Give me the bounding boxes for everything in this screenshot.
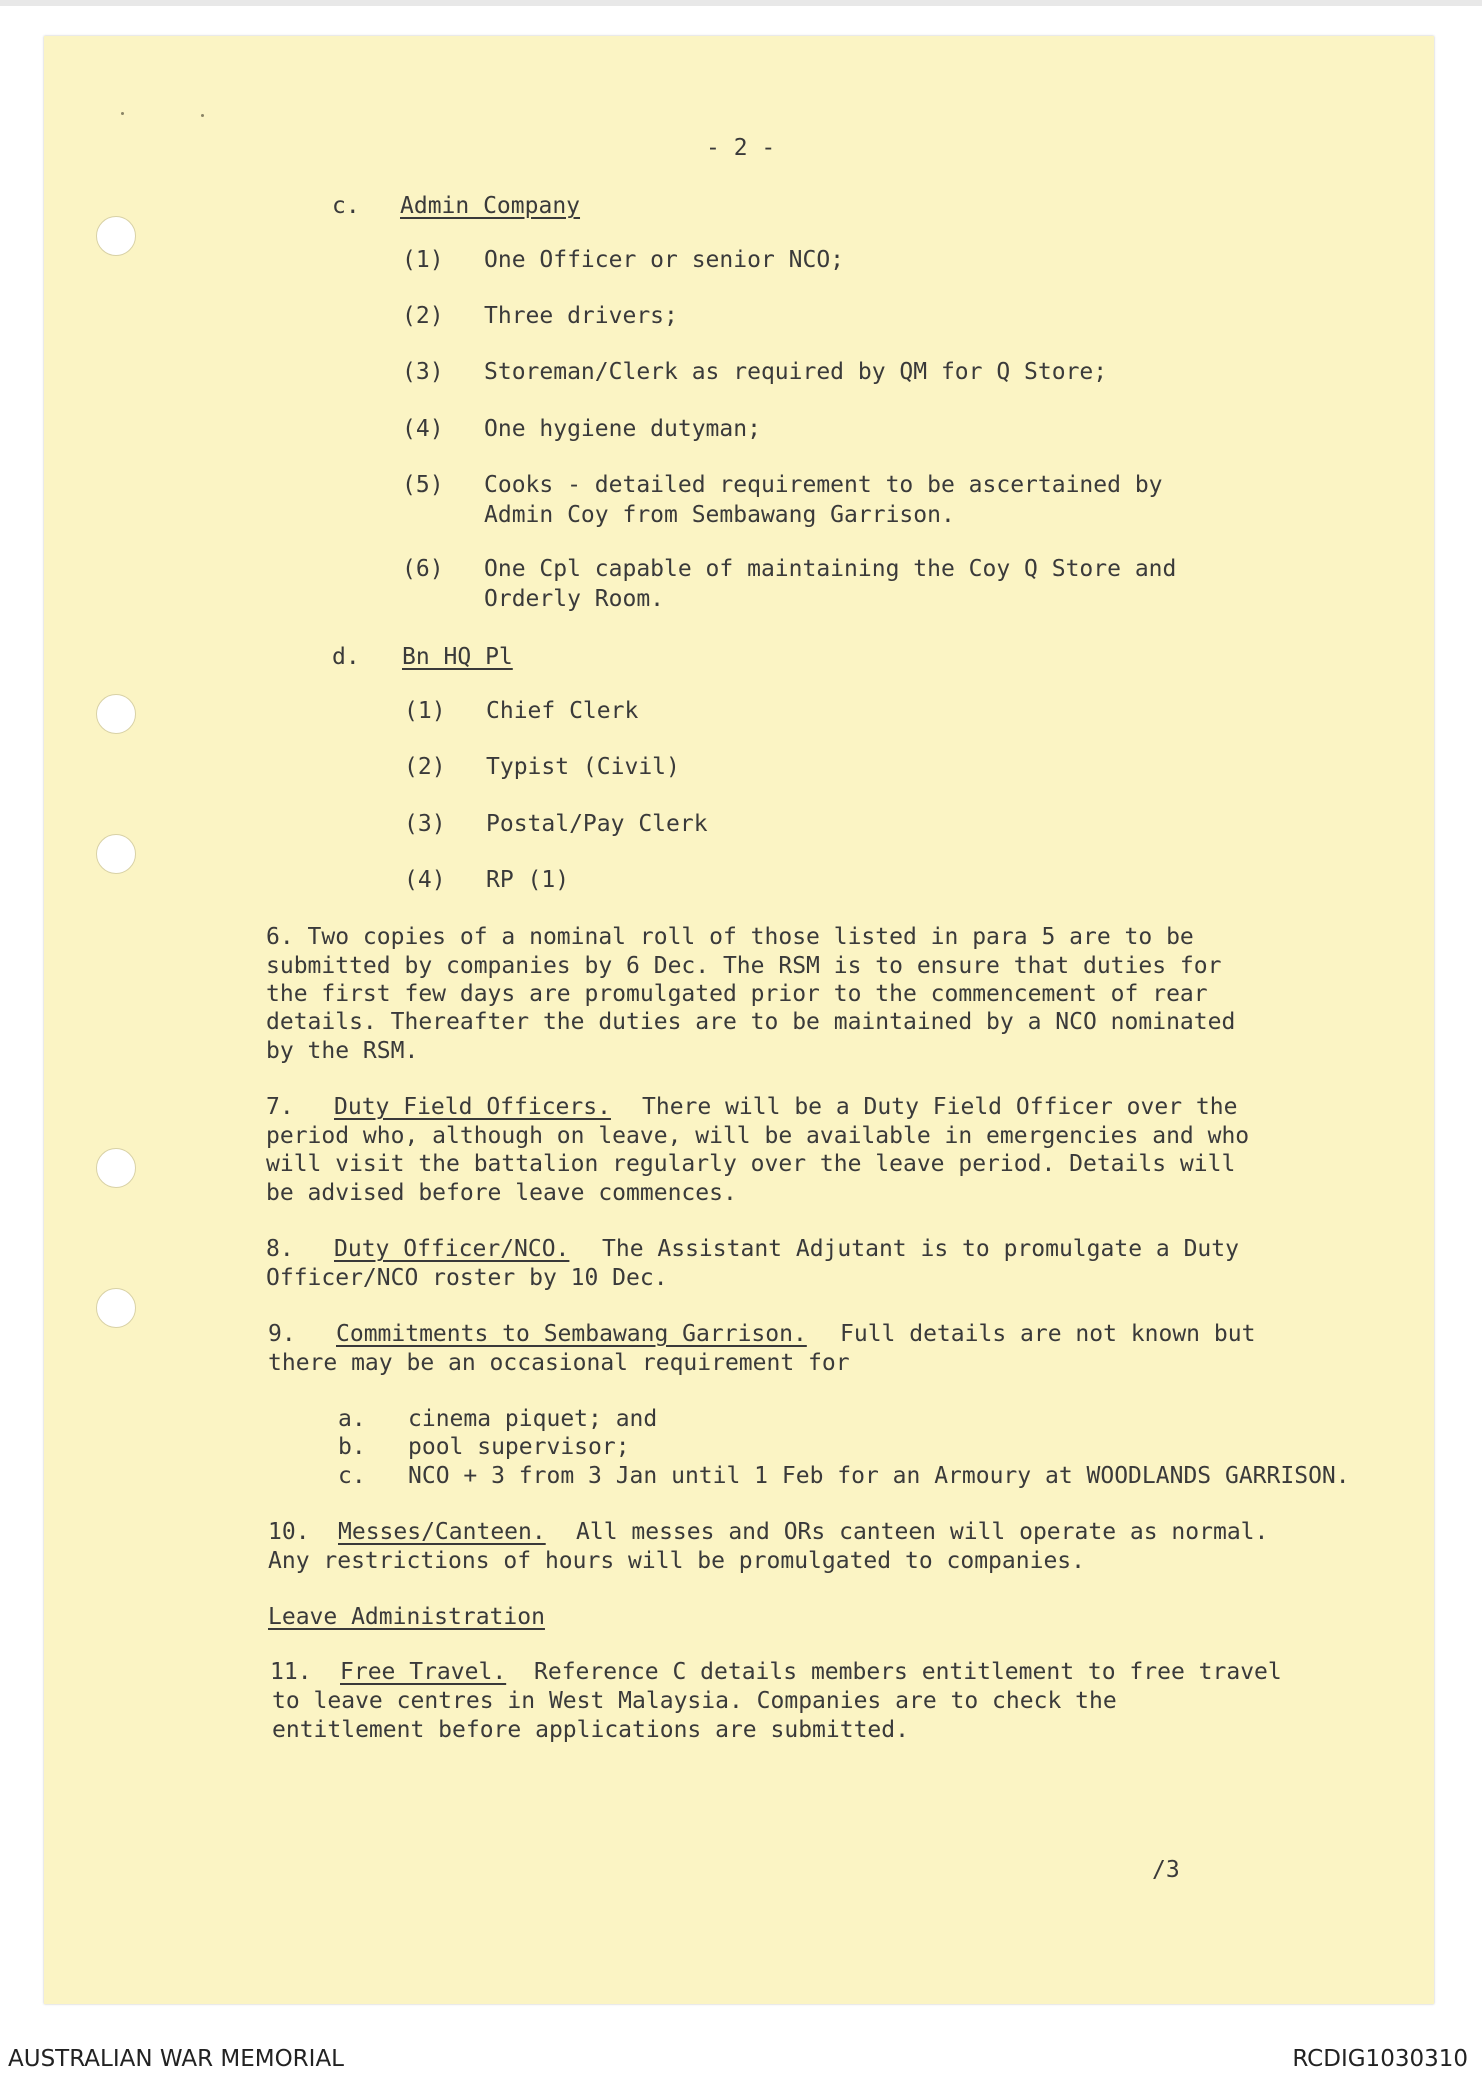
section-title: Admin Company — [400, 193, 581, 219]
list-item-number: (3) — [404, 811, 446, 837]
list-item: Storeman/Clerk as required by QM for Q Store; — [484, 359, 1108, 385]
paragraph-line: There will be a Duty Field Officer over the — [642, 1094, 1238, 1120]
paragraph-line: be advised before leave commences. — [266, 1180, 737, 1206]
paper-speck — [201, 114, 204, 117]
paragraph-heading: Duty Officer/NCO. — [334, 1236, 570, 1262]
continuation-marker: /3 — [1152, 1857, 1180, 1883]
section-letter: d. — [332, 644, 360, 670]
paragraph-line: The Assistant Adjutant is to promulgate a Duty — [602, 1236, 1239, 1262]
paragraph-heading: Messes/Canteen. — [338, 1519, 546, 1545]
paragraph-line: Full details are not known but — [840, 1321, 1256, 1347]
paragraph-line: the first few days are promulgated prior to the commencement of rear — [266, 981, 1208, 1007]
list-item-continuation: Admin Coy from Sembawang Garrison. — [484, 502, 955, 528]
list-item: RP (1) — [486, 867, 570, 893]
page-number: - 2 - — [706, 135, 776, 161]
list-item-number: (1) — [404, 698, 446, 724]
list-item: One Cpl capable of maintaining the Coy Q Store and — [484, 556, 1177, 582]
paragraph-line: submitted by companies by 6 Dec. The RSM is to ensure that duties for — [266, 953, 1222, 979]
scan-top-edge — [0, 0, 1482, 6]
list-item: Typist (Civil) — [486, 754, 680, 780]
sub-item-letter: a. — [338, 1406, 366, 1432]
list-item-number: (4) — [404, 867, 446, 893]
punch-hole — [96, 1148, 136, 1188]
list-item-number: (5) — [402, 472, 444, 498]
list-item-number: (4) — [402, 416, 444, 442]
punch-hole — [96, 1288, 136, 1328]
paragraph-line: details. Thereafter the duties are to be maintained by a NCO nominated — [266, 1009, 1236, 1035]
punch-hole — [96, 216, 136, 256]
paragraph-number: 8. — [266, 1236, 294, 1262]
list-item: Cooks - detailed requirement to be ascertained by — [484, 472, 1163, 498]
list-item-number: (1) — [402, 247, 444, 273]
list-item: One hygiene dutyman; — [484, 416, 761, 442]
paragraph-heading: Free Travel. — [340, 1659, 507, 1685]
paragraph-heading: Commitments to Sembawang Garrison. — [336, 1321, 807, 1347]
paragraph-line: to leave centres in West Malaysia. Companies are to check the — [272, 1688, 1117, 1714]
section-title: Bn HQ Pl — [402, 644, 513, 670]
paragraph-line: there may be an occasional requirement for — [268, 1350, 850, 1376]
paragraph-heading: Duty Field Officers. — [334, 1094, 611, 1120]
paragraph-line: by the RSM. — [266, 1038, 419, 1064]
paragraph-number: 7. — [266, 1094, 294, 1120]
punch-hole — [96, 834, 136, 874]
paragraph-line: 6. Two copies of a nominal roll of those listed in para 5 are to be — [266, 924, 1194, 950]
list-item: Chief Clerk — [486, 698, 639, 724]
paragraph-line: Reference C details members entitlement to free travel — [534, 1659, 1282, 1685]
footer-institution: AUSTRALIAN WAR MEMORIAL — [8, 2046, 344, 2072]
paragraph-number: 9. — [268, 1321, 296, 1347]
list-item: Postal/Pay Clerk — [486, 811, 708, 837]
list-item: One Officer or senior NCO; — [484, 247, 845, 273]
paragraph-line: Officer/NCO roster by 10 Dec. — [266, 1265, 668, 1291]
section-heading: Leave Administration — [268, 1604, 545, 1630]
list-item-number: (6) — [402, 556, 444, 582]
list-item-continuation: Orderly Room. — [484, 586, 665, 612]
paragraph-line: entitlement before applications are submitted. — [272, 1717, 909, 1743]
paper-speck — [121, 112, 124, 115]
sub-item-letter: b. — [338, 1434, 366, 1460]
paragraph-number: 10. — [268, 1519, 310, 1545]
paragraph-number: 11. — [270, 1659, 312, 1685]
list-item-number: (2) — [404, 754, 446, 780]
paragraph-line: Any restrictions of hours will be promulgated to companies. — [268, 1548, 1085, 1574]
section-letter: c. — [332, 193, 360, 219]
list-item-number: (2) — [402, 303, 444, 329]
list-item: Three drivers; — [484, 303, 678, 329]
paragraph-line: period who, although on leave, will be available in emergencies and who — [266, 1123, 1250, 1149]
sub-item: pool supervisor; — [408, 1434, 630, 1460]
sub-item: NCO + 3 from 3 Jan until 1 Feb for an Armoury at WOODLANDS GARRISON. — [408, 1463, 1350, 1489]
paragraph-line: All messes and ORs canteen will operate as normal. — [576, 1519, 1269, 1545]
sub-item: cinema piquet; and — [408, 1406, 658, 1432]
punch-hole — [96, 694, 136, 734]
paragraph-line: will visit the battalion regularly over the leave period. Details will — [266, 1151, 1236, 1177]
footer-record-id: RCDIG1030310 — [1292, 2046, 1468, 2072]
sub-item-letter: c. — [338, 1463, 366, 1489]
list-item-number: (3) — [402, 359, 444, 385]
